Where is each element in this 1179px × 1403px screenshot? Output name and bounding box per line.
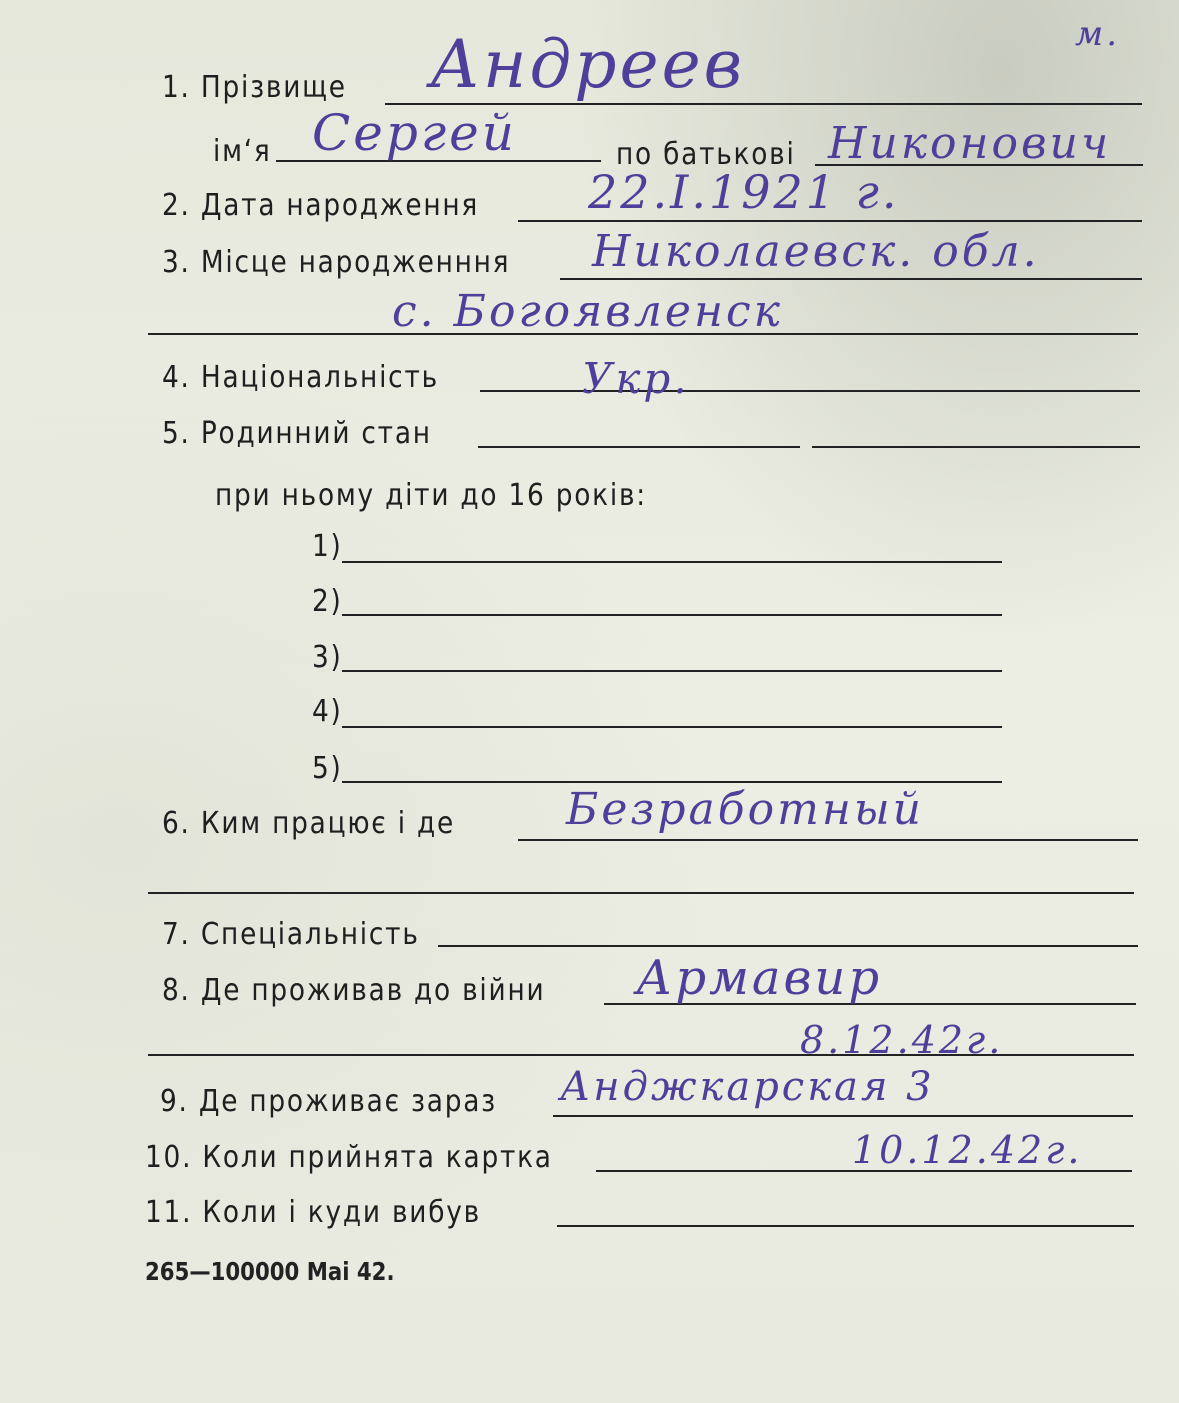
child-2-line — [342, 614, 1002, 616]
first-name-value: Сергей — [312, 104, 517, 162]
child-1-label: 1) — [312, 529, 343, 564]
children-label: при ньому діти до 16 років: — [215, 478, 647, 513]
patronymic-value: Никонович — [828, 118, 1112, 169]
nationality-value: Укр. — [582, 354, 690, 403]
corner-mark: м. — [1075, 14, 1120, 54]
print-code: 265—100000 Маі 42. — [145, 1257, 395, 1286]
first-name-label: ім‘я — [213, 134, 272, 169]
current-residence-value: Анджкарская 3 — [560, 1064, 935, 1110]
work-line-1 — [518, 839, 1138, 841]
child-2-label: 2) — [312, 584, 343, 619]
card-accepted-value: 10.12.42г. — [852, 1128, 1083, 1172]
specialty-line — [438, 945, 1138, 947]
specialty-label: 7. Спеціальність — [162, 917, 420, 952]
birth-place-value-1: Николаевск. обл. — [592, 226, 1040, 277]
child-1-line — [342, 561, 1002, 563]
birth-date-label: 2. Дата народження — [162, 188, 480, 223]
birth-place-line-1 — [560, 278, 1142, 280]
patronymic-label: по батькові — [616, 137, 796, 172]
child-3-line — [342, 670, 1002, 672]
birth-date-value: 22.I.1921 г. — [588, 165, 900, 219]
work-line-2 — [148, 892, 1134, 894]
child-4-label: 4) — [312, 694, 343, 729]
surname-value: Андреев — [430, 26, 746, 103]
birth-place-value-2: с. Богоявленск — [392, 286, 783, 337]
prewar-residence-label: 8. Де проживав до війни — [162, 973, 546, 1008]
work-label: 6. Ким працює і де — [162, 806, 455, 841]
current-residence-line — [553, 1115, 1133, 1117]
marital-status-label: 5. Родинний стан — [162, 416, 432, 451]
child-3-label: 3) — [312, 640, 343, 675]
child-5-label: 5) — [312, 751, 343, 786]
prewar-residence-line-2 — [148, 1054, 1134, 1056]
prewar-residence-value: Армавир — [636, 950, 883, 1006]
birth-place-label: 3. Місце народженння — [162, 245, 511, 280]
marital-status-line-b — [812, 446, 1140, 448]
nationality-line — [480, 390, 1140, 392]
child-5-line — [342, 781, 1002, 783]
birth-date-line — [518, 220, 1142, 222]
prewar-date-value: 8.12.42г. — [800, 1018, 1004, 1062]
work-value: Безработный — [566, 784, 924, 835]
nationality-label: 4. Національність — [162, 360, 439, 395]
current-residence-label: 9. Де проживає зараз — [160, 1084, 497, 1119]
departure-line — [557, 1225, 1134, 1227]
child-4-line — [342, 726, 1002, 728]
card-accepted-label: 10. Коли прийнята картка — [145, 1140, 553, 1175]
surname-label: 1. Прізвище — [162, 70, 347, 105]
departure-label: 11. Коли і куди вибув — [145, 1195, 481, 1230]
marital-status-line-a — [478, 446, 800, 448]
